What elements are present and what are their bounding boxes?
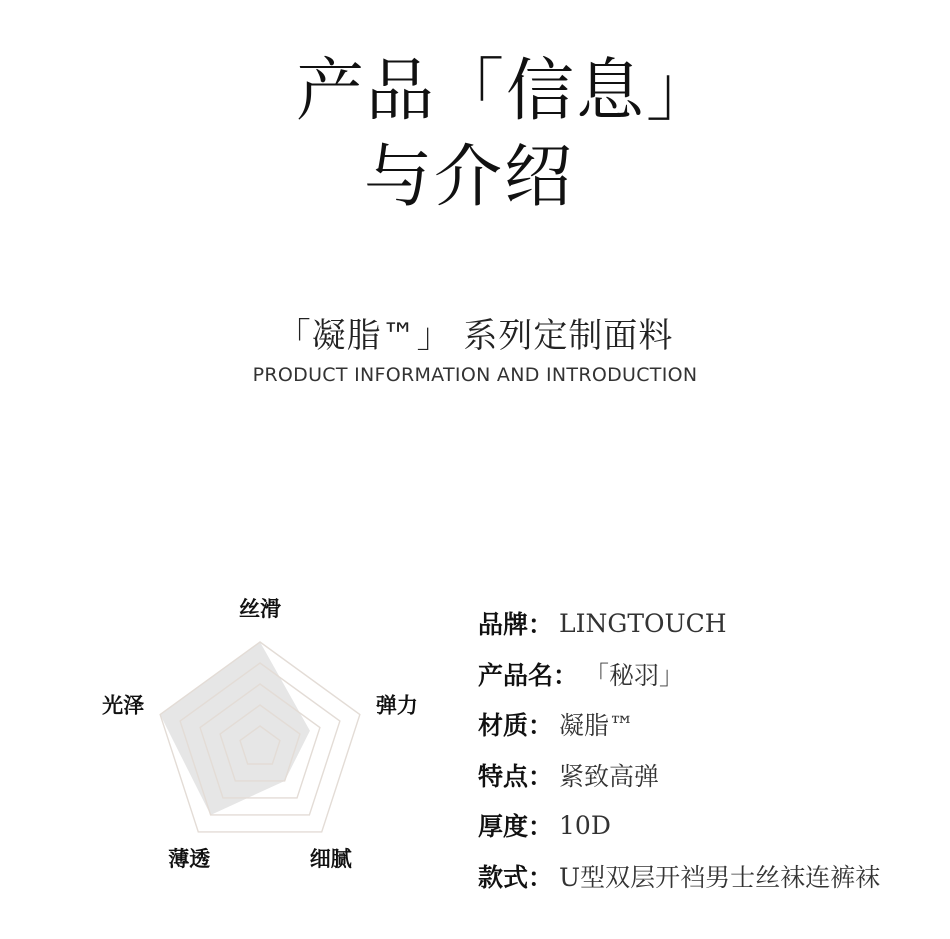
- spec-value: 凝脂™: [559, 711, 635, 741]
- radar-axis-label: 弹力: [375, 692, 418, 718]
- spec-list: [478, 598, 880, 901]
- spec-key: 厚度：: [478, 812, 554, 842]
- subtitle-english: PRODUCT INFORMATION AND INTRODUCTION: [252, 364, 698, 386]
- radar-axis-label: 细腻: [309, 845, 352, 871]
- radar-axis-label: 薄透: [168, 845, 211, 871]
- spec-row-thickness: [478, 800, 880, 851]
- spec-key: 品牌：: [478, 610, 554, 640]
- spec-key: 产品名：: [478, 660, 579, 690]
- spec-value: 紧致高弹: [559, 761, 660, 791]
- spec-value: LINGTOUCH: [559, 608, 727, 638]
- spec-row-product-name: [478, 649, 880, 700]
- spec-row-material: [478, 699, 880, 750]
- subtitle-chinese: 「凝脂™」 系列定制面料: [276, 316, 674, 356]
- spec-row-brand: [478, 598, 880, 649]
- spec-key: 材质：: [478, 711, 554, 741]
- spec-key: 特点：: [478, 761, 554, 791]
- spec-key: 款式：: [478, 862, 554, 892]
- radar-chart: [80, 595, 460, 895]
- spec-row-style: [478, 851, 880, 902]
- radar-axis-label: 丝滑: [239, 596, 281, 621]
- spec-value: 10D: [559, 810, 611, 840]
- spec-row-feature: [478, 750, 880, 801]
- page-title-line2: 与介绍: [364, 138, 575, 217]
- spec-value: U型双层开裆男士丝袜连裤袜: [559, 862, 881, 892]
- page-title-line1: 产品「信息」: [296, 52, 717, 131]
- radar-axis-label: 光泽: [102, 692, 145, 718]
- spec-value: 「秘羽」: [584, 660, 685, 690]
